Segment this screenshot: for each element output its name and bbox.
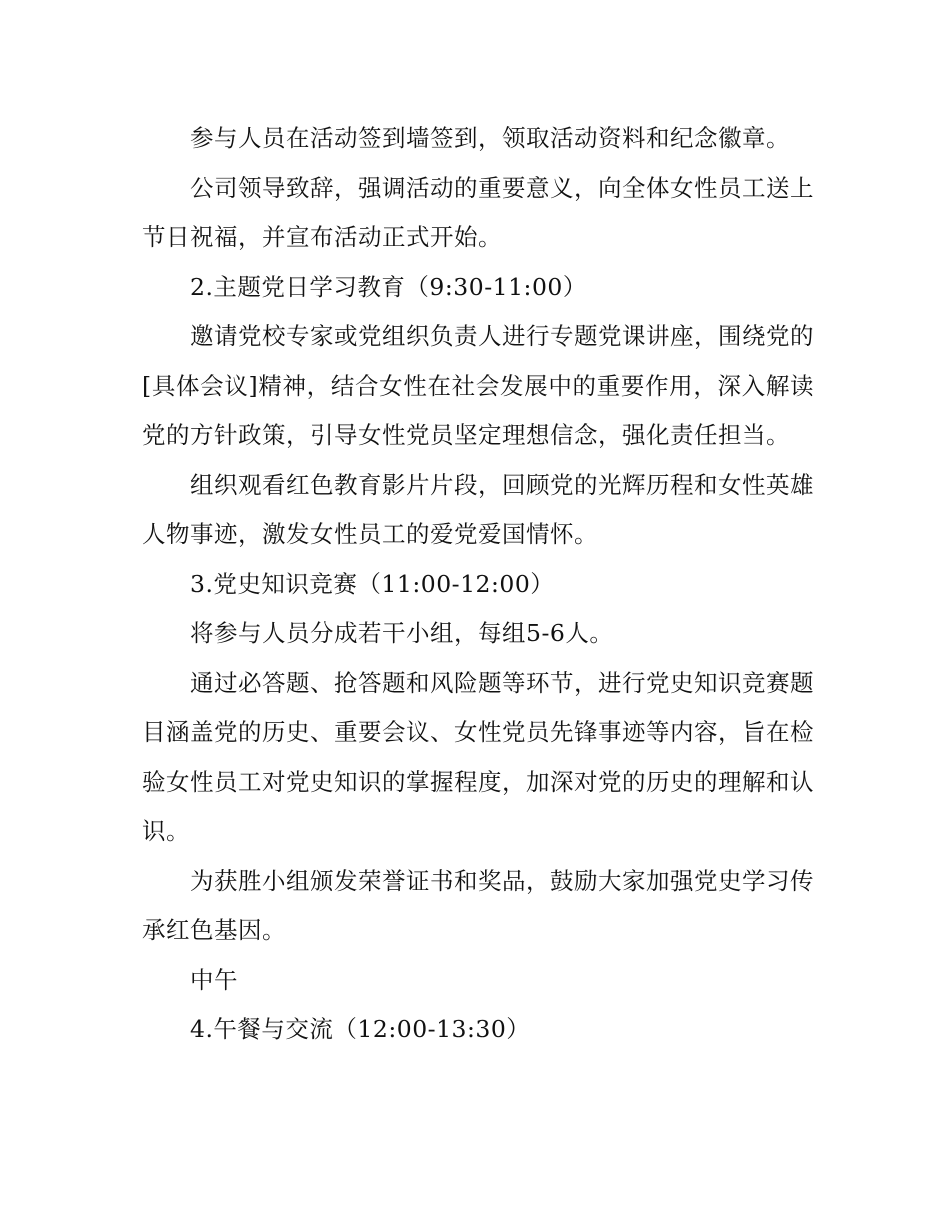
section-heading-history-quiz: 3.党史知识竞赛（11:00-12:00） bbox=[190, 569, 555, 598]
paragraph-party-lecture: 邀请党校专家或党组织负责人进行专题党课讲座，围绕党的[具体会议]精神，结合女性在社会发展中的重要作用，深入解读党的方针政策，引导女性党员坚定理想信念，强化责任担当。 bbox=[142, 322, 814, 449]
paragraph-quiz-rounds: 通过必答题、抢答题和风险题等环节，进行党史知识竞赛题目涵盖党的历史、重要会议、女性党员先锋事迹等内容，旨在检验女性员工对党史知识的掌握程度，加深对党的历史的理解和认识。 bbox=[142, 668, 814, 845]
paragraph-leader-speech: 公司领导致辞，强调活动的重要意义，向全体女性员工送上节日祝福，并宣布活动正式开始。 bbox=[142, 173, 814, 251]
section-heading-party-day-study: 2.主题党日学习教育（9:30-11:00） bbox=[190, 272, 587, 301]
paragraph-grouping: 将参与人员分成若干小组，每组5-6人。 bbox=[190, 619, 614, 647]
section-heading-noon: 中午 bbox=[190, 965, 238, 994]
document-body bbox=[142, 114, 814, 1055]
section-heading-lunch: 4.午餐与交流（12:00-13:30） bbox=[190, 1015, 531, 1043]
paragraph-red-film: 组织观看红色教育影片片段，回顾党的光辉历程和女性英雄人物事迹，激发女性员工的爱党爱国情怀。 bbox=[142, 470, 814, 548]
paragraph-sign-in: 参与人员在活动签到墙签到，领取活动资料和纪念徽章。 bbox=[190, 124, 790, 152]
paragraph-awards: 为获胜小组颁发荣誉证书和奖品，鼓励大家加强党史学习传承红色基因。 bbox=[142, 866, 814, 944]
